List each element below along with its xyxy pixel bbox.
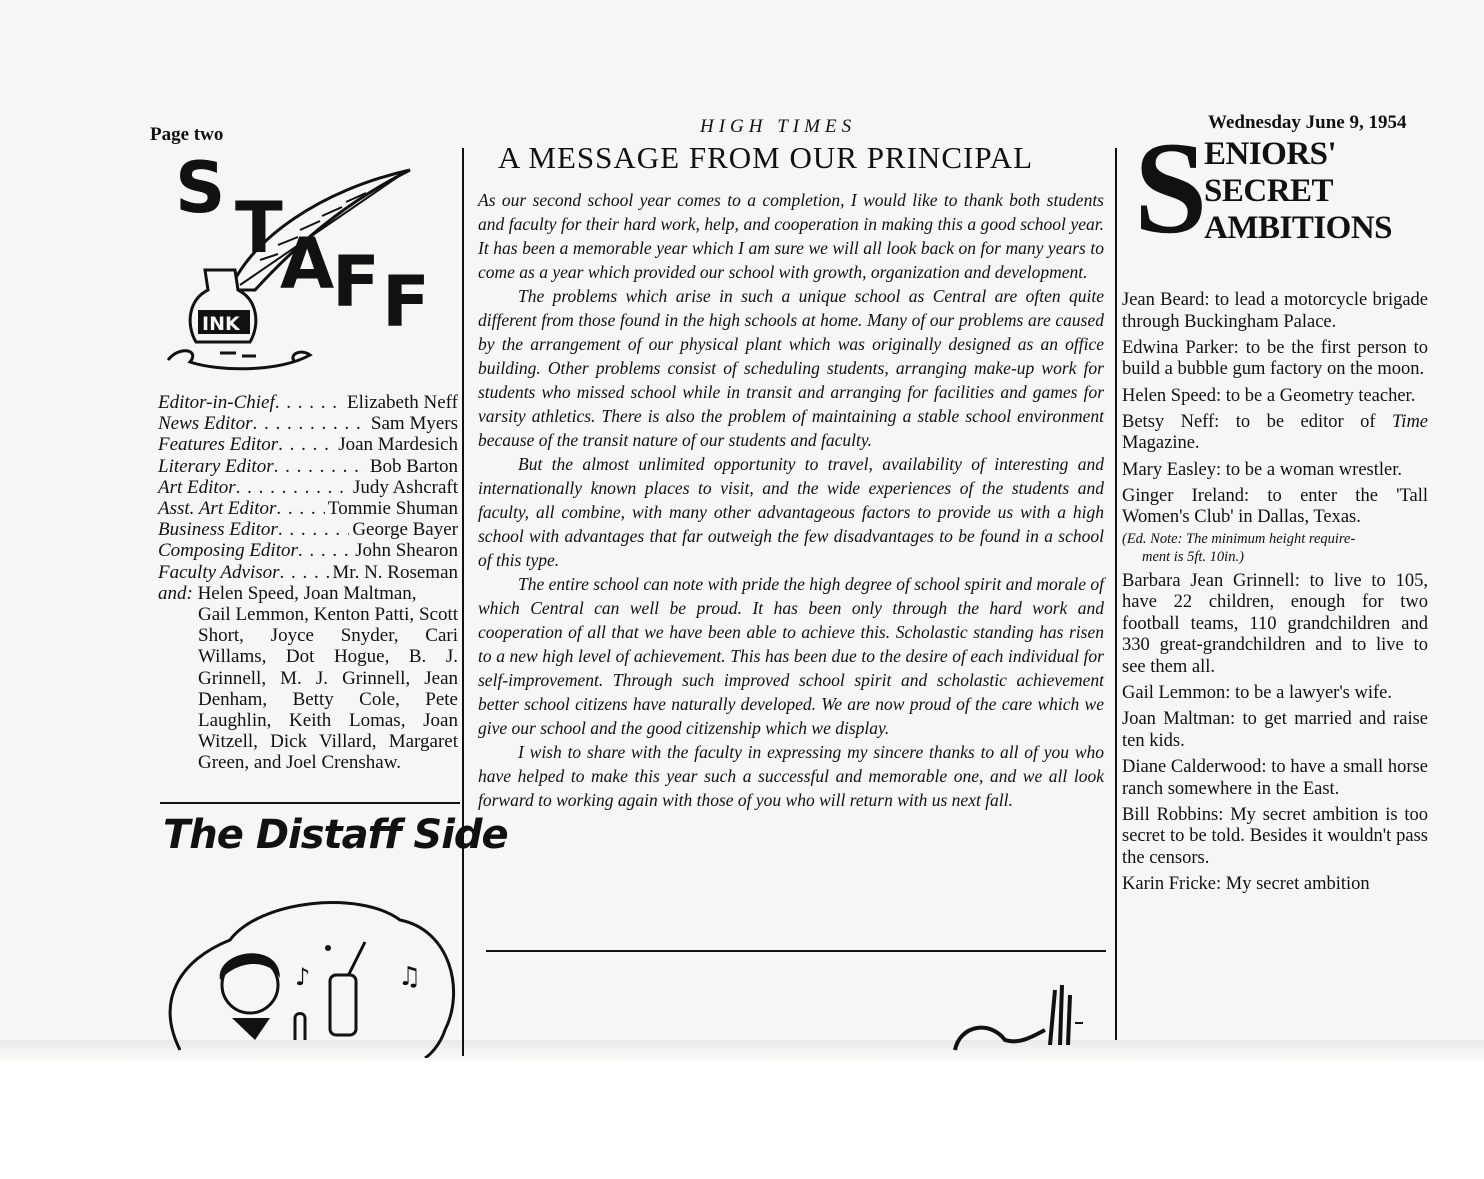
- ink-swirl-icon: [168, 351, 310, 369]
- message-end-rule: [486, 950, 1106, 952]
- staff-heading-art: [160, 150, 460, 390]
- ambition-entry: Mary Easley: to be a woman wrestler.: [1122, 459, 1402, 480]
- ambition-entry: Betsy Neff: to be editor of Time Magazine.: [1122, 411, 1429, 454]
- ambition-entry: Jean Beard: to lead a motorcycle brigade through Buckingham Palace.: [1122, 290, 1429, 332]
- staff-letter-f2: F: [382, 261, 430, 343]
- message-paragraph: I wish to share with the faculty in expressing my sincere thanks to all of you who have helped to make this year such a successful and memorable one, and we all look forward to working again with those of you who will return with us next fall.: [478, 742, 1104, 810]
- music-notes-icon: ♫: [398, 962, 422, 992]
- column-rule-right: [1115, 148, 1117, 1040]
- drop-cap: S: [1134, 114, 1208, 261]
- heading-line: SECRET: [1204, 173, 1334, 209]
- staff-letter-s: S: [175, 150, 226, 229]
- column-rule-left: [462, 148, 464, 1056]
- staff-entry: Art Editor . . . Judy Ashcraft: [158, 477, 458, 498]
- page-number-label: Page two: [150, 124, 224, 145]
- ambition-entry: Edwina Parker: to be the first person to build a bubble gum factory on the moon.: [1122, 337, 1429, 380]
- staff-letter-a: A: [280, 223, 335, 305]
- ambitions-list: [1122, 290, 1428, 901]
- bottle-icon: [295, 1014, 305, 1041]
- music-note-icon: ♪: [295, 963, 311, 991]
- staff-additional: and: Helen Speed, Joan Maltman,: [158, 582, 417, 604]
- ambition-entry: Ginger Ireland: to enter the 'Tall Women's Club' in Dallas, Texas. (Ed. Note: The minimum height require- ment is 5ft. 10in.): [1122, 485, 1428, 565]
- ambition-entry: Diane Calderwood: to have a small horse ranch somewhere in the East.: [1122, 757, 1428, 799]
- staff-additional-names: Gail Lemmon, Kenton Patti, Scott Short, Joyce Snyder, Cari Willams, Dot Hogue, B. J. Grinnell, M. J. Grinnell, Jean Denham, Betty Cole, Pete Laughlin, Keith Lomas, Joan Witzell, Dick Villard, Margaret Green, and Joel Crenshaw.: [198, 604, 458, 774]
- heading-line: AMBITIONS: [1204, 210, 1393, 246]
- ambition-entry: Barbara Jean Grinnell: to live to 105, have 22 children, enough for two football teams, 110 grandchildren and 330 great-grandchildren and to live to see them all.: [1122, 570, 1428, 677]
- staff-entry: Faculty Advisor . . . Mr. N. Roseman: [158, 562, 458, 583]
- cut-off-figure-icon: [1050, 985, 1070, 1045]
- scarf-icon: [232, 1018, 270, 1040]
- staff-list: [158, 392, 458, 774]
- staff-entry: Business Editor . . . George Bayer: [158, 519, 458, 540]
- staff-entry: Literary Editor . . . Bob Barton: [158, 456, 458, 477]
- heading-line: ENIORS': [1204, 136, 1337, 172]
- staff-entry: News Editor . . . Sam Myers: [158, 413, 458, 434]
- ink-label: INK: [202, 313, 240, 335]
- principal-headline: A MESSAGE FROM OUR PRINCIPAL: [498, 140, 1034, 175]
- cut-off-illustration: [950, 975, 1090, 1055]
- distaff-illustration: [160, 880, 460, 1058]
- editor-note: (Ed. Note: The minimum height require- ment is 5ft. 10in.): [1122, 530, 1356, 565]
- staff-letter-t: T: [235, 187, 283, 269]
- message-paragraph: But the almost unlimited opportunity to travel, availability of interesting and internationally known places to visit, and the wide experiences of the students and faculty, all combine, with many other advantageous factors to provide us with a high school with advantages that far outweigh the few disadvantages to be found in a school of this type.: [478, 454, 1104, 570]
- staff-entry: Editor-in-Chief . . . Elizabeth Neff: [158, 392, 458, 413]
- masthead: HIGH TIMES: [700, 116, 857, 137]
- ambition-entry: Bill Robbins: My secret ambition is too secret to be told. Besides it wouldn't pass the censors.: [1122, 804, 1429, 868]
- message-paragraph: The problems which arise in such a unique school as Central are often quite different from those found in the high schools at home. Many of our problems are caused by the arrangement of our physical plant which was originally designed as an office building. Other problems consist of scheduling students, arranging make-up work for students who missed school while in transit and arranging for facilities and games for varsity athletics. There is also the problem of maintaining a stable school environment because of the transit nature of our students and faculty.: [478, 286, 1104, 450]
- ambition-entry: Helen Speed: to be a Geometry teacher.: [1122, 385, 1416, 406]
- distaff-side-heading: The Distaff Side: [163, 812, 508, 858]
- message-paragraph: The entire school can note with pride the high degree of school spirit and morale of which Central can well be proud. It has been only through the hard work and cooperation of all that we have been able to achieve this. Scholastic standing has risen to a new high level of achievement. This has been due to the desire of each individual for self-improvement. Through such improved school spirit and scholastic achievement better school citizens have naturally developed. We are now proud of the care which we give our school and the good citizenship which we display.: [478, 574, 1104, 738]
- ambition-entry: Gail Lemmon: to be a lawyer's wife.: [1122, 683, 1392, 704]
- message-paragraph: As our second school year comes to a completion, I would like to thank both students and faculty for their hard work, help, and cooperation in making this a good school year. It has been a memorable year which I am sure we will all look back on for many years to come as a year which provided our school with growth, organization and development.: [478, 190, 1104, 282]
- principal-message: [478, 188, 1104, 812]
- staff-entry: Composing Editor . . . John Shearon: [158, 540, 458, 561]
- dateline: Wednesday June 9, 1954: [1208, 112, 1407, 133]
- staff-entry: Asst. Art Editor . . . Tommie Shuman: [158, 498, 458, 519]
- soda-glass-icon: [330, 975, 356, 1035]
- staff-entry: Features Editor . . . Joan Mardesich: [158, 434, 458, 455]
- ambition-entry: Karin Fricke: My secret ambition: [1122, 874, 1370, 895]
- ambition-entry: Joan Maltman: to get married and raise ten kids.: [1122, 709, 1429, 751]
- staff-divider-rule: [160, 802, 460, 804]
- staff-letter-f1: F: [332, 241, 380, 323]
